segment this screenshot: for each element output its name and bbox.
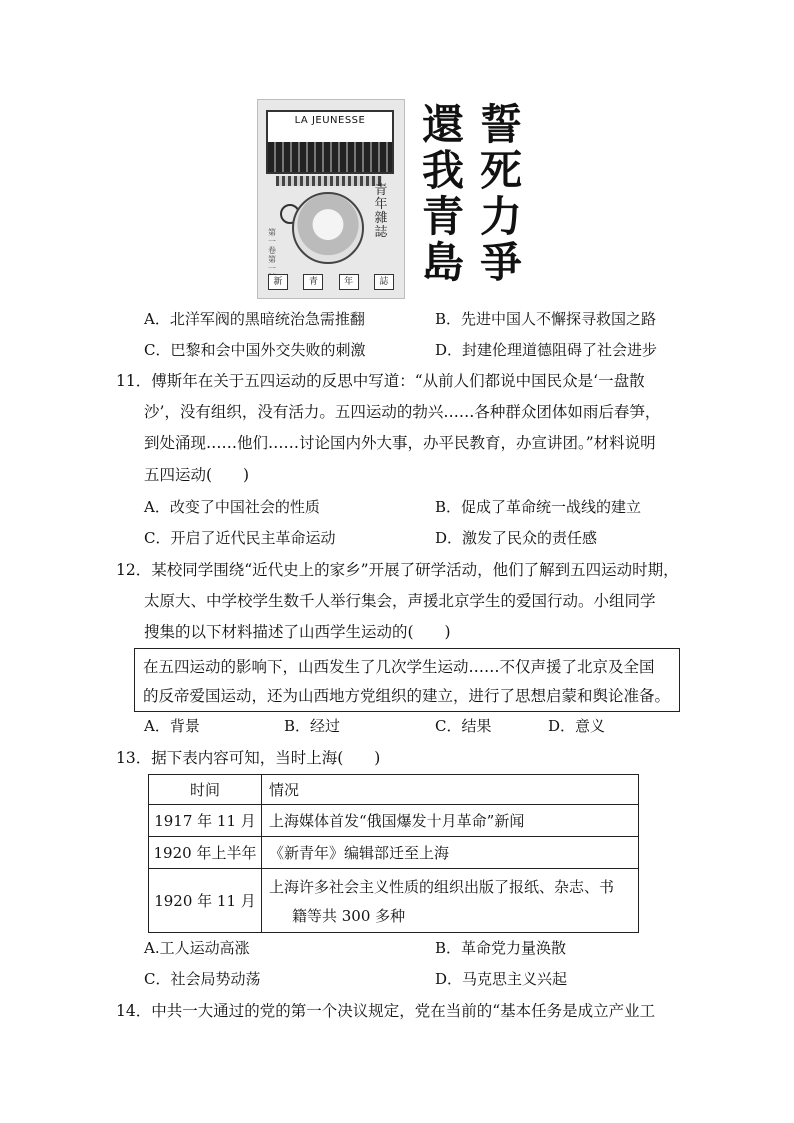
q11-stem-line3: 到处涌现……他们……讨论国内外大事，办平民教育，办宣讲团。”材料说明: [144, 434, 656, 452]
cover-portrait-medallion: [292, 192, 364, 264]
table-header-time: 时间: [149, 775, 262, 805]
q14-stem-line1: 14．中共一大通过的党的第一个决议规定，党在当前的“基本任务是成立产业工: [116, 1002, 656, 1020]
q12-option-d[interactable]: D．意义: [548, 717, 606, 735]
cover-ribbon: [276, 176, 382, 186]
cover-block: 新: [268, 274, 288, 290]
cover-block: 青: [303, 274, 323, 290]
q12-material-box: [134, 648, 680, 712]
table-cell-situation: 《新青年》编辑部迁至上海: [262, 837, 639, 869]
q12-option-c[interactable]: C．结果: [435, 717, 492, 735]
table-header-situation: 情况: [262, 775, 639, 805]
cover-block: 誌: [374, 274, 394, 290]
slogan-right-column: 誓死力爭: [479, 100, 522, 287]
q13-option-d[interactable]: D．马克思主义兴起: [435, 970, 568, 988]
q12-option-b[interactable]: B．经过: [284, 717, 341, 735]
table-cell-time: 1920 年 11 月: [149, 869, 262, 933]
q13-option-a[interactable]: A.工人运动高涨: [144, 939, 250, 957]
cover-banner: [266, 110, 394, 174]
q12-stem-line1: 12．某校同学围绕“近代史上的家乡”开展了研学活动，他们了解到五四运动时期，: [116, 561, 679, 579]
q12-material-line1: 在五四运动的影响下，山西发生了几次学生运动……不仅声援了北京及全国: [143, 658, 655, 676]
q12-material-line2: 的反帝爱国运动，还为山西地方党组织的建立，进行了思想启蒙和舆论准备。: [143, 687, 671, 705]
table-cell-situation: [262, 869, 639, 933]
table-row: [149, 805, 639, 837]
q11-option-c[interactable]: C．开启了近代民主革命运动: [144, 529, 336, 547]
q12-stem-line3: 搜集的以下材料描述了山西学生运动的( ): [144, 623, 451, 641]
slogan-left-column: 還我青島: [421, 100, 464, 287]
q11-option-d[interactable]: D．激发了民众的责任感: [435, 529, 598, 547]
q13-table: [148, 774, 639, 933]
q12-stem-line2: 太原大、中学校学生数千人举行集会，声援北京学生的爱国行动。小组同学: [144, 592, 656, 610]
q12-option-a[interactable]: A．背景: [144, 717, 200, 735]
q13-stem: 13．据下表内容可知，当时上海( ): [116, 749, 381, 767]
q11-stem-line1: 11．傅斯年在关于五四运动的反思中写道：“从前人们都说中国民众是‘一盘散: [116, 372, 645, 390]
cover-issue-number: 第一卷 第一: [268, 228, 276, 273]
cover-block: 年: [339, 274, 359, 290]
cover-crowd-illustration: [268, 142, 392, 172]
q10-option-d[interactable]: D．封建伦理道德阻碍了社会进步: [435, 341, 658, 359]
q13-option-b[interactable]: B．革命党力量涣散: [435, 939, 567, 957]
q11-option-a[interactable]: A．改变了中国社会的性质: [144, 498, 320, 516]
q11-stem-line4: 五四运动( ): [144, 466, 250, 484]
cover-bottom-blocks: [268, 274, 394, 288]
q11-stem-line2: 沙’，没有组织，没有活力。五四运动的勃兴……各种群众团体如雨后春笋，: [144, 403, 661, 421]
table-cell-time: 1920 年上半年: [149, 837, 262, 869]
table-cell-situation: 上海媒体首发“俄国爆发十月革命”新闻: [262, 805, 639, 837]
la-jeunesse-magazine-cover: [257, 99, 405, 299]
q10-option-b[interactable]: B．先进中国人不懈探寻救国之路: [435, 310, 657, 328]
q10-option-c[interactable]: C．巴黎和会中国外交失败的刺激: [144, 341, 366, 359]
q11-option-b[interactable]: B．促成了革命统一战线的建立: [435, 498, 642, 516]
table-header-row: [149, 775, 639, 805]
table-cell-situation-line2: 籍等共 300 多种: [292, 906, 406, 925]
slogan-calligraphy: [415, 98, 529, 300]
table-row: [149, 837, 639, 869]
table-cell-situation-line1: 上海许多社会主义性质的组织出版了报纸、杂志、书: [269, 877, 615, 896]
cover-banner-text: LA JEUNESSE: [294, 115, 366, 126]
cover-title: 青年雜誌: [374, 183, 388, 240]
q10-option-a[interactable]: A．北洋军阀的黑暗统治急需推翻: [144, 310, 365, 328]
table-cell-time: 1917 年 11 月: [149, 805, 262, 837]
q13-option-c[interactable]: C．社会局势动荡: [144, 970, 261, 988]
table-row: [149, 869, 639, 933]
